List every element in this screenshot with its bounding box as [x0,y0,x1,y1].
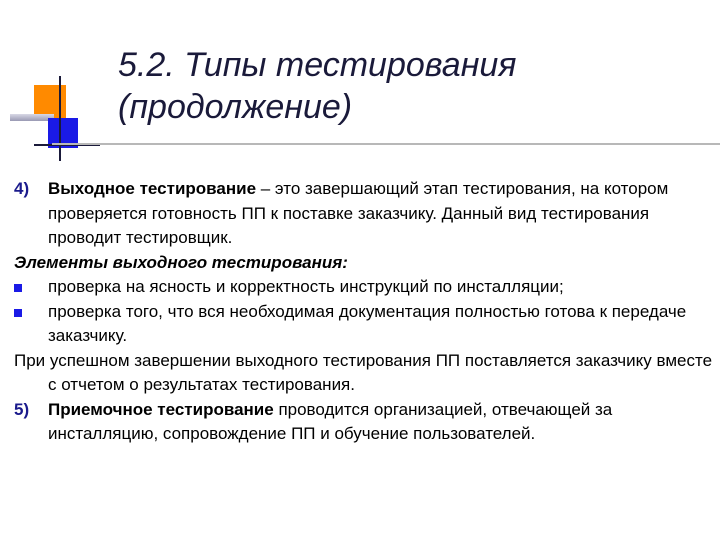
item-4-number: 4) [14,179,30,198]
slide-title-line-2: (продолжение) [118,88,353,126]
bullet-text-2: проверка того, что вся необходимая документация полностью готова к передаче заказчику. [48,301,687,345]
item-5-text: проводится организацией, отвечающей за инсталляцию, сопровождение ПП и обучение пользователей. [48,399,613,443]
slide-title-line-1: 5.2. Типы тестирования [118,46,517,84]
completion-paragraph: При успешном завершении выходного тестирования ПП поставляется заказчику вместе с отчетом о результатах тестирования. [14,350,713,394]
slide-body [14,177,714,447]
list-item-4 [14,177,714,251]
bullet-item-1 [14,275,714,300]
item-4-text: – это завершающий этап тестирования, на котором проверяется готовность ПП к поставке заказчику. Данный вид тестирования проводит тестировщик. [48,179,669,247]
square-bullet-icon [14,284,22,292]
elements-heading: Элементы выходного тестирования: [14,252,348,272]
title-underline [52,143,720,145]
item-5-term: Приемочное тестирование [48,399,274,419]
list-item-5 [14,398,714,447]
bullet-item-2 [14,300,714,349]
item-4-term: Выходное тестирование [48,179,257,198]
bullet-text-1: проверка на ясность и корректность инструкций по инсталляции; [48,277,564,296]
slide-title [118,44,516,128]
vertical-line-decoration [59,76,61,161]
item-5-number: 5) [14,399,30,419]
square-bullet-icon [14,309,22,317]
